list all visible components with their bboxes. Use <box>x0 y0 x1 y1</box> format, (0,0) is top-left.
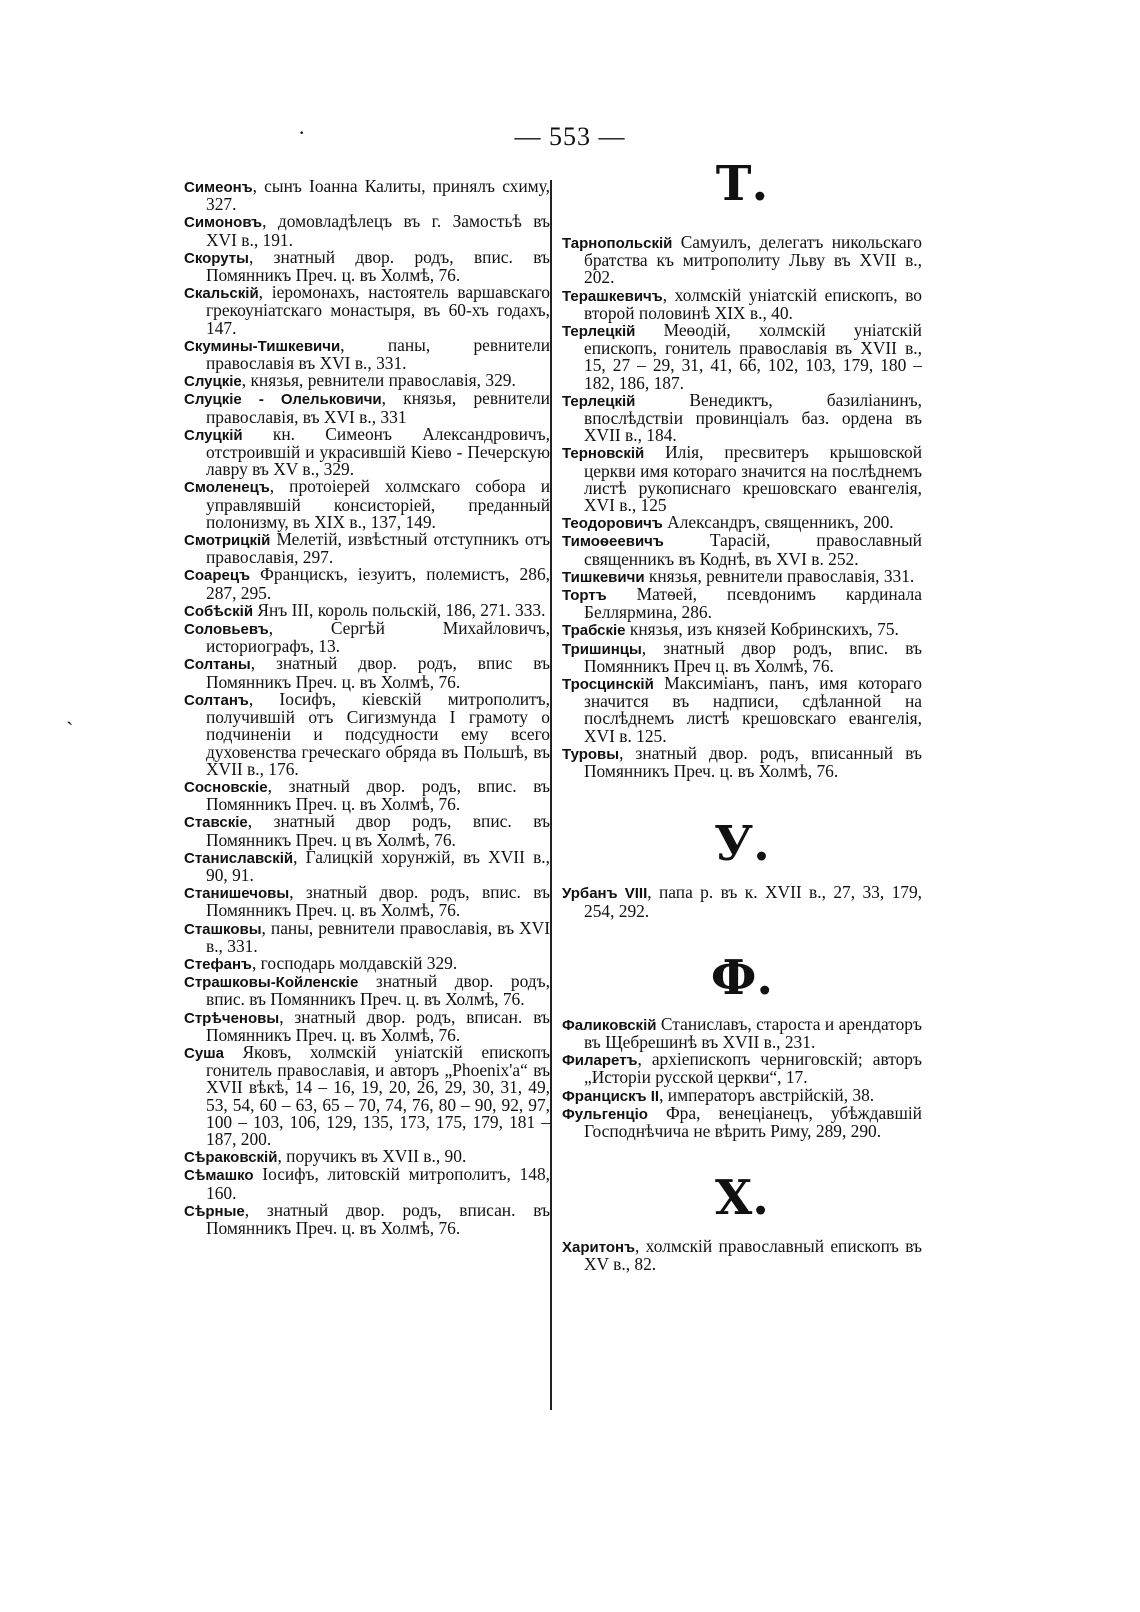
index-entry <box>184 620 550 655</box>
entry-text: , папа р. въ к. XVII в., 27, 33, 179, 254, 292. <box>584 882 922 921</box>
index-entry <box>184 390 550 425</box>
entry-text: , господарь молдавскій 329. <box>251 952 458 973</box>
entry-headword: Смоленецъ <box>184 479 270 497</box>
left-column <box>184 178 550 1237</box>
entry-headword: Соарецъ <box>184 567 250 585</box>
entry-text: , знатный двор родъ, впис. въ Помянникъ Преч. ц въ Холмѣ, 76. <box>206 811 550 850</box>
entry-headword: Сѣраковскій <box>184 1149 278 1167</box>
section-h-entries <box>562 1238 922 1273</box>
entry-text: знатный двор. родъ, впис. въ Помянникъ Преч. ц. въ Холмѣ, 76. <box>206 971 550 1010</box>
entry-headword: Солтаны <box>184 656 251 674</box>
entry-headword: Симеонъ <box>184 179 253 196</box>
entry-text: князья, ревнители православія, 331. <box>644 565 915 586</box>
entry-text: , холмскій православный епископъ въ XV в., 82. <box>584 1236 922 1275</box>
entry-headword: Фаликовскій <box>562 1016 657 1034</box>
entry-text: , паны, ревнители православія въ XVI в., 331. <box>206 334 550 374</box>
index-entry <box>562 284 922 323</box>
entry-headword: Сосновскіе <box>184 778 268 796</box>
entry-headword: Симоновъ <box>184 214 263 232</box>
entry-headword: Тросцинскій <box>562 676 654 694</box>
entry-text: , знатный двор. родъ, вписан. въ Помянникъ Преч. ц. въ Холмѣ, 76. <box>206 1199 550 1238</box>
entry-headword: Теодоровичъ <box>562 515 663 533</box>
section-u-entries <box>562 884 922 919</box>
right-column <box>562 156 922 1275</box>
index-entry <box>562 637 922 676</box>
entry-text: , знатный двор. родъ, впис. въ Помянникъ Преч. ц. въ Холмѣ, 76. <box>206 882 550 921</box>
index-entry <box>184 284 550 337</box>
entry-text: Александръ, священникъ, 200. <box>662 512 894 533</box>
entry-text: Тарасій, православный священникъ въ Коднѣ, въ XVI в. 252. <box>584 530 922 569</box>
entry-text: Янъ III, король польскій, 186, 271. 333. <box>253 599 546 620</box>
entry-text: Илія, пресвитеръ крышовской церкви имя котораго значится на послѣднемъ листѣ рукописнаго крешовскаго евангелія, XVI в., 125 <box>584 442 922 516</box>
index-entry <box>184 178 550 213</box>
entry-headword: Сташковы <box>184 920 262 938</box>
section-f-entries <box>562 1013 922 1141</box>
entry-text: , паны, ревнители православія, въ XVI в., 331. <box>206 917 550 956</box>
index-entry <box>184 917 550 956</box>
entry-text: , знатный двор. родъ, впис въ Помянникъ Преч. ц. въ Холмѣ, 76. <box>206 653 550 692</box>
entry-text: , протоіерей холмскаго собора и управлявшій консисторіей, преданный полонизму, въ XIX в., 137, 149. <box>206 476 550 532</box>
entry-headword: Станишечовы <box>184 885 290 903</box>
entry-headword: Скальскій <box>184 285 259 303</box>
entry-text: Матѳей, псевдонимъ кардинала Беллярмина, 286. <box>584 584 922 623</box>
entry-headword: Терашкевичъ <box>562 287 663 305</box>
index-entry <box>562 1238 922 1273</box>
entry-text: Меѳодій, холмскій уніатскій епископъ, гонитель православія въ XVII в., 15, 27 – 29, 31, 41, 66, 102, 103, 179, 180 – 182, 186, 187. <box>584 320 922 393</box>
index-entry <box>184 973 550 1008</box>
entry-text: , Галицкій хорунжій, въ XVII в., 90, 91. <box>206 846 550 885</box>
entry-text: , архіепископъ черниговскій; авторъ „Исторіи русской церкви“, 17. <box>584 1049 922 1088</box>
entry-headword: Собѣскій <box>184 602 254 620</box>
index-entry <box>184 1166 550 1201</box>
index-entry <box>184 334 550 374</box>
index-entry <box>562 1013 922 1052</box>
index-entry <box>562 532 922 567</box>
entry-headword: Сѣрные <box>184 1202 245 1220</box>
section-letter-t: Т. <box>715 156 769 212</box>
index-entry <box>184 566 550 601</box>
entry-text: , князья, ревнители православія, 329. <box>241 370 516 391</box>
index-entry <box>184 1199 550 1238</box>
entry-headword: Терновскій <box>562 445 645 463</box>
entry-headword: Тарнопольскій <box>562 235 673 252</box>
entry-text: , знатный двор родъ, впис. въ Помянникъ Преч ц. въ Холмѣ, 76. <box>584 637 922 676</box>
index-entry <box>184 813 550 848</box>
entry-headword: Ставскіе <box>184 814 248 832</box>
index-entry <box>184 1006 550 1045</box>
index-entry <box>184 246 550 286</box>
entry-text: , знатный двор. родъ, вписан. въ Помянникъ Преч. ц. въ Холмѣ, 76. <box>206 1006 550 1045</box>
entry-headword: Филаретъ <box>562 1052 638 1070</box>
entry-text: Станиславъ, староста и арендаторъ въ Щебрешинѣ въ XVII в., 231. <box>584 1013 922 1052</box>
entry-headword: Терлецкій <box>562 323 636 341</box>
entry-text: , сынъ Іоанна Калиты, принялъ схиму, 327. <box>206 176 550 215</box>
entry-headword: Смотрицкій <box>184 532 271 550</box>
entry-headword: Тортъ <box>562 587 607 605</box>
index-entry <box>562 389 922 446</box>
entry-headword: Урбанъ VIII <box>562 885 648 903</box>
entry-headword: Тишкевичи <box>562 568 645 586</box>
entry-headword: Фульгенціо <box>562 1105 648 1123</box>
index-entry <box>562 884 922 919</box>
entry-text: , знатный двор. родъ, вписанный въ Помянникъ Преч. ц. въ Холмѣ, 76. <box>584 742 922 782</box>
entry-headword: Слуцкіе - Олельковичи <box>184 391 382 409</box>
index-entry <box>562 234 922 287</box>
entry-text: Яковъ, холмскій уніатскій епископъ гонитель православія, и авторъ „Phoenix'a“ въ XVII вѣкѣ, 14 – 16, 19, 20, 26, 29, 30, 31, 49, 53, 54, 60 – 63, 65 – 70, 74, 76, 80 – 90, 92, 97, 100 – 103, 106, 129, 135, 173, 175, 179, 181 – 187, 200. <box>206 1041 550 1149</box>
entry-headword: Страшковы-Койленскіе <box>184 974 359 992</box>
entry-text: Фра, венеціанецъ, убѣждавшій Господнѣчича не вѣрить Риму, 289, 290. <box>584 1102 922 1141</box>
section-letter-h: Х. <box>715 1170 769 1227</box>
index-entry <box>184 775 550 815</box>
entry-headword: Солтанъ <box>184 691 249 709</box>
entry-text: Іосифъ, литовскій митрополитъ, 148, 160. <box>206 1164 550 1203</box>
entry-text: , поручикъ въ XVII в., 90. <box>277 1146 467 1167</box>
entry-text: Францискъ, іезуитъ, полемистъ, 286, 287, 295. <box>206 564 550 603</box>
entry-headword: Соловьевъ <box>184 621 269 639</box>
index-entry <box>184 884 550 919</box>
index-entry <box>184 423 550 480</box>
entry-headword: Стефанъ <box>184 955 252 973</box>
section-t-entries <box>562 234 922 780</box>
entry-text: , домовладѣлецъ въ г. Замостьѣ въ XVI в., 191. <box>206 211 550 250</box>
entry-text: кн. Симеонъ Александровичъ, отстроившій и украсившій Кіево - Печерскую лавру въ XV в., 329. <box>206 423 550 480</box>
entry-text: Самуилъ, делегатъ никольскаго братства къ митрополиту Льву въ XVII в., 202. <box>584 232 922 288</box>
entry-headword: Тимоѳеевичъ <box>562 533 664 551</box>
index-entry <box>562 586 922 621</box>
index-entry <box>184 688 550 779</box>
entry-headword: Харитонъ <box>562 1239 636 1257</box>
index-entry <box>184 213 550 248</box>
page-number: — 553 — <box>514 122 626 151</box>
stray-mark: · <box>298 120 306 145</box>
section-letter-u: У. <box>714 816 770 873</box>
entry-headword: Туровы <box>562 745 620 763</box>
entry-text: князья, изъ князей Кобринскихъ, 75. <box>625 619 899 640</box>
column-divider <box>550 180 552 1410</box>
index-entry <box>184 1041 550 1149</box>
entry-headword: Стрѣченовы <box>184 1009 280 1027</box>
entry-text: , Іосифъ, кіевскій митрополитъ, получившій отъ Сигизмунда I грамоту о подчиненіи и подсудности ему всего духовенства греческаго обряда въ Польшѣ, въ XVII в., 176. <box>206 688 550 779</box>
entry-headword: Терлецкій <box>562 392 636 410</box>
index-entry <box>184 531 550 566</box>
entry-text: , императоръ австрійскій, 38. <box>659 1084 875 1105</box>
entry-text: , холмскій уніатскій епископъ, во второй половинѣ XIX в., 40. <box>584 284 922 323</box>
index-entry <box>184 478 550 531</box>
entry-text: Мелетій, извѣстный отступникъ отъ православія, 297. <box>206 529 550 568</box>
entry-headword: Скумины-Тишкевичи <box>184 337 341 355</box>
entry-headword: Францискъ II <box>562 1087 660 1105</box>
entry-headword: Суша <box>184 1044 225 1062</box>
entry-text: , Сергѣй Михайловичъ, историографъ, 13. <box>206 618 550 657</box>
index-entry <box>562 444 922 514</box>
index-entry <box>562 322 922 392</box>
index-entry <box>562 1051 922 1086</box>
entry-headword: Слуцкій <box>184 426 243 444</box>
entry-headword: Станиславскій <box>184 849 294 867</box>
entry-headword: Сѣмашко <box>184 1167 254 1185</box>
entry-headword: Трабскіе <box>562 622 626 640</box>
entry-text: , знатный двор. родъ, впис. въ Помянникъ Преч. ц. въ Холмѣ, 76. <box>206 246 550 286</box>
index-entry <box>562 675 922 745</box>
index-entry <box>184 655 550 690</box>
index-entry <box>562 742 922 782</box>
index-entry <box>562 1102 922 1141</box>
section-letter-f: Ф. <box>710 949 774 1006</box>
stray-mark: ˏ <box>66 700 74 725</box>
index-entry <box>184 846 550 885</box>
entry-text: , князья, ревнители православія, въ XVI в., 331 <box>206 388 550 427</box>
entry-headword: Тришинцы <box>562 640 642 658</box>
entry-text: , знатный двор. родъ, впис. въ Помянникъ Преч. ц. въ Холмѣ, 76. <box>206 775 550 815</box>
entry-text: Венедиктъ, базиліанинъ, впослѣдствіи провинціалъ баз. ордена въ XVII в., 184. <box>584 389 922 446</box>
entry-headword: Слуцкіе <box>184 373 242 391</box>
entry-text: , іеромонахъ, настоятель варшавскаго грекоуніатскаго монастыря, въ 60-хъ годахъ, 147. <box>206 282 550 338</box>
entry-headword: Скоруты <box>184 249 249 267</box>
entry-text: Максиміанъ, панъ, имя котораго значится въ надписи, сдѣланной на послѣднемъ листѣ крешовскаго евангелія, XVI в. 125. <box>584 673 922 746</box>
